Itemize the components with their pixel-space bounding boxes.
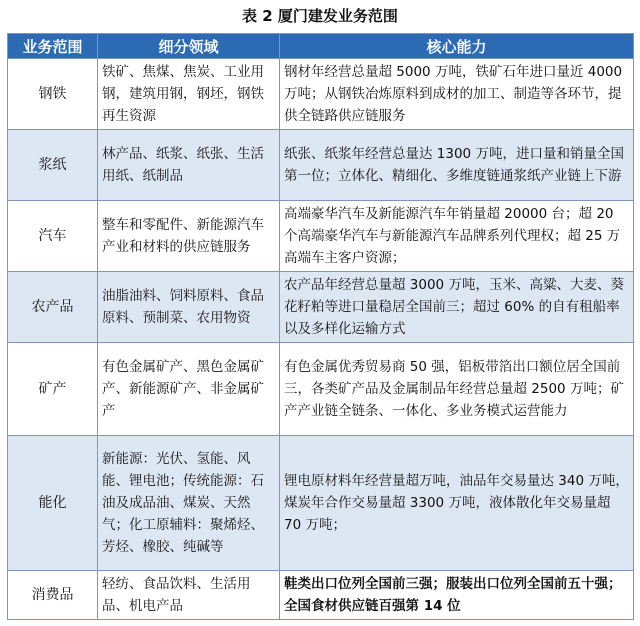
cell-segments: 新能源：光伏、氢能、风能、锂电池；传统能源：石油及成品油、煤炭、天然气；化工原辅料：聚烯烃、芳烃、橡胶、纯碱等	[98, 436, 280, 571]
cell-capability: 钢材年经营总量超 5000 万吨，铁矿石年进口量近 4000 万吨；从钢铁冶炼原料到成材的加工、制造等各环节，提供全链路供应链服务	[280, 59, 634, 130]
business-scope-table	[7, 33, 634, 620]
table-row-energy-chem	[8, 436, 634, 571]
table-row-agri	[8, 272, 634, 343]
header-row	[8, 34, 634, 59]
cell-scope: 浆纸	[8, 130, 98, 201]
cell-scope: 钢铁	[8, 59, 98, 130]
cell-segments: 整车和零配件、新能源汽车产业和材料的供应链服务	[98, 201, 280, 272]
cell-scope: 消费品	[8, 571, 98, 620]
table-caption: 表 2 厦门建发业务范围	[242, 7, 398, 25]
table-row-steel	[8, 59, 634, 130]
cell-scope: 汽车	[8, 201, 98, 272]
cell-scope: 能化	[8, 436, 98, 571]
header-capability: 核心能力	[280, 34, 634, 59]
table-row-minerals	[8, 343, 634, 436]
cell-capability: 高端豪华汽车及新能源汽车年销量超 20000 台；超 20 个高端豪华汽车与新能源汽车品牌系列代理权；超 25 万高端车主客户资源；	[280, 201, 634, 272]
cell-capability: 纸张、纸浆年经营总量达 1300 万吨，进口量和销量全国第一位；立体化、精细化、多维度链通浆纸产业链上下游	[280, 130, 634, 201]
cell-segments: 林产品、纸浆、纸张、生活用纸、纸制品	[98, 130, 280, 201]
cell-segments: 有色金属矿产、黑色金属矿产、新能源矿产、非金属矿产	[98, 343, 280, 436]
header-scope: 业务范围	[8, 34, 98, 59]
cell-capability: 有色金属优秀贸易商 50 强，铝板带箔出口额位居全国前三，各类矿产品及金属制品年经营总量超 2500 万吨；矿产产业链全链条、一体化、多业务模式运营能力	[280, 343, 634, 436]
cell-capability: 农产品年经营总量超 3000 万吨，玉米、高粱、大麦、葵花籽粕等进口量稳居全国前三；超过 60% 的自有租船率以及多样化运输方式	[280, 272, 634, 343]
table-row-consumer	[8, 571, 634, 620]
cell-scope: 农产品	[8, 272, 98, 343]
cell-capability: 鞋类出口位列全国前三强；服装出口位列全国前五十强；全国食材供应链百强第 14 位	[280, 571, 634, 620]
cell-segments: 铁矿、焦煤、焦炭、工业用钢，建筑用钢，钢坯，钢铁再生资源	[98, 59, 280, 130]
cell-segments: 油脂油料、饲料原料、食品原料、预制菜、农用物资	[98, 272, 280, 343]
cell-segments: 轻纺、食品饮料、生活用品、机电产品	[98, 571, 280, 620]
table-row-pulp-paper	[8, 130, 634, 201]
cell-scope: 矿产	[8, 343, 98, 436]
cell-capability: 锂电原材料年经营量超万吨，油品年交易量达 340 万吨，煤炭年合作交易量超 3300 万吨，液体散化年交易量超 70 万吨；	[280, 436, 634, 571]
header-segments: 细分领域	[98, 34, 280, 59]
table-row-auto	[8, 201, 634, 272]
